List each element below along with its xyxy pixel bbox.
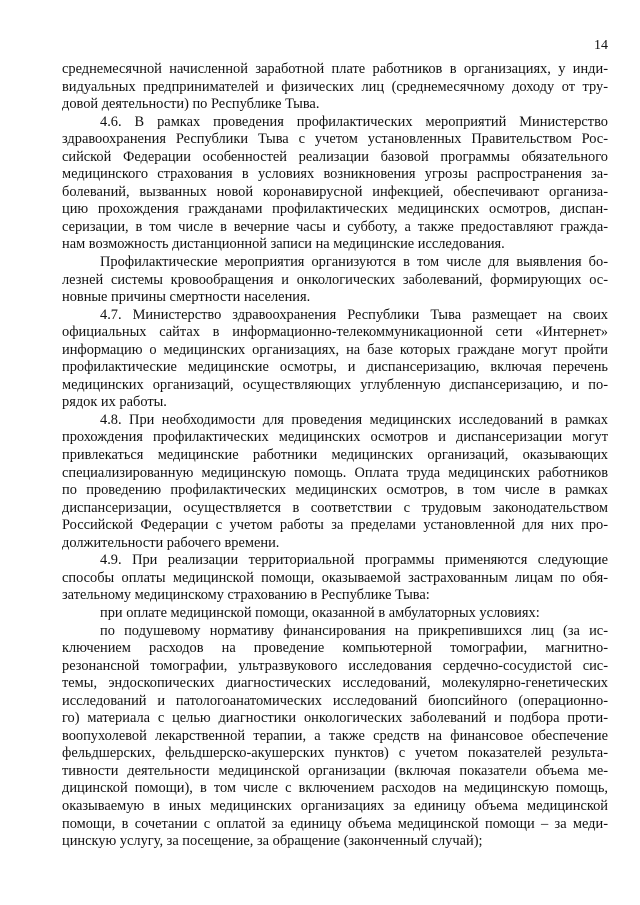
text-line: воопухолевой лекарственной терапии, а также средств на финансовое обеспечение — [62, 727, 608, 744]
text-line: 4.9. При реализации территориальной программы применяются следующие — [100, 552, 608, 569]
text-line: Профилактические мероприятия организуются в том числе для выявления бо- — [100, 254, 608, 271]
text-line: 4.7. Министерство здравоохранения Республики Тыва размещает на своих — [100, 306, 608, 323]
text-line: прохождения профилактических медицинских осмотров и диспансеризации могут — [62, 429, 608, 446]
text-line: при оплате медицинской помощи, оказанной в амбулаторных условиях: — [100, 604, 540, 621]
text-line: медицинских организаций, осуществляющих углубленную диспансеризацию, и по- — [62, 376, 608, 393]
text-line: фельдшерских, фельдшерско-акушерских пунктов) с учетом показателей результа- — [62, 745, 608, 762]
text-line: профилактические медицинские осмотры, и диспансеризацию, включая перечень — [62, 359, 608, 376]
text-line: рядок их работы. — [62, 394, 167, 411]
text-line: 4.6. В рамках проведения профилактических мероприятий Министерство — [100, 113, 608, 130]
text-line: исследований и патологоанатомических исследований биопсийного (операционно- — [62, 692, 608, 709]
text-line: диспансеризации, осуществляется в соответствии с трудовым законодательством — [62, 499, 608, 516]
text-line: привлекаться медицинские работники медицинских организаций, оказывающих — [62, 447, 608, 464]
text-line: цинскую услугу, за посещение, за обращение (законченный случай); — [62, 833, 483, 850]
text-line: 4.8. При необходимости для проведения медицинских исследований в рамках — [100, 411, 608, 428]
text-line: официальных сайтах в информационно-телекоммуникационной сети «Интернет» — [62, 324, 608, 341]
text-line: информацию о медицинских организациях, на базе которых граждане могут пройти — [62, 341, 608, 358]
text-line: помощи, в сочетании с оплатой за единицу объема медицинской помощи – за меди- — [62, 815, 608, 832]
text-line: по подушевому нормативу финансирования на прикрепившихся лиц (за ис- — [100, 622, 608, 639]
text-line: здравоохранения Республики Тыва с учетом установленных Правительством Рос- — [62, 131, 608, 148]
text-line: способы оплаты медицинской помощи, оказываемой застрахованным лицам по обя- — [62, 569, 608, 586]
text-line: довой деятельности) по Республике Тыва. — [62, 96, 320, 113]
text-line: по проведению профилактических медицинских осмотров, в том числе в рамках — [62, 482, 608, 499]
text-line: сийской Федерации особенностей реализации базовой программы обязательного — [62, 148, 608, 165]
text-line: Российской Федерации с учетом работы за пределами установленной для них про- — [62, 517, 608, 534]
text-line: серизации, в том числе в вечерние часы и субботу, а также предоставляют гражда- — [62, 218, 608, 235]
text-line: оказываемую в иных медицинских организациях за единицу объема медицинской — [62, 797, 608, 814]
text-line: го) материала с целью диагностики онкологических заболеваний и подбора проти- — [62, 710, 608, 727]
document-body — [62, 61, 608, 851]
text-line: должительности рабочего времени. — [62, 534, 280, 551]
text-line: специализированную медицинскую помощь. Оплата труда медицинских работников — [62, 464, 608, 481]
text-line: цию прохождения гражданами профилактических медицинских осмотров, диспан- — [62, 201, 608, 218]
text-line: темы, эндоскопических диагностических исследований, молекулярно-генетических — [62, 675, 608, 692]
text-line: резонансной томографии, ультразвукового исследования сердечно-сосудистой сис- — [62, 657, 608, 674]
text-line: тивности деятельности медицинской организации (включая показатели объема ме- — [62, 762, 608, 779]
text-line: видуальных предпринимателей и физических лиц (среднемесячному доходу от тру- — [62, 78, 608, 95]
text-line: новные причины смертности населения. — [62, 289, 311, 306]
text-line: нам возможность дистанционной записи на медицинские исследования. — [62, 236, 505, 253]
text-line: болеваний, вызванных новой коронавирусной инфекцией, обеспечивают организа- — [62, 183, 608, 200]
text-line: ключением расходов на проведение компьютерной томографии, магнитно- — [62, 640, 608, 657]
text-line: лезней системы кровообращения и онкологических заболеваний, формирующих ос- — [62, 271, 608, 288]
page-number: 14 — [594, 38, 608, 53]
text-line: зательному медицинскому страхованию в Республике Тыва: — [62, 587, 430, 604]
text-line: среднемесячной начисленной заработной плате работников в организациях, у инди- — [62, 61, 608, 77]
text-line: дицинской помощи), в том числе с включением расходов на медицинскую помощь, — [62, 780, 608, 797]
text-line: медицинского страхования в условиях возникновения угрозы распространения за- — [62, 166, 608, 183]
